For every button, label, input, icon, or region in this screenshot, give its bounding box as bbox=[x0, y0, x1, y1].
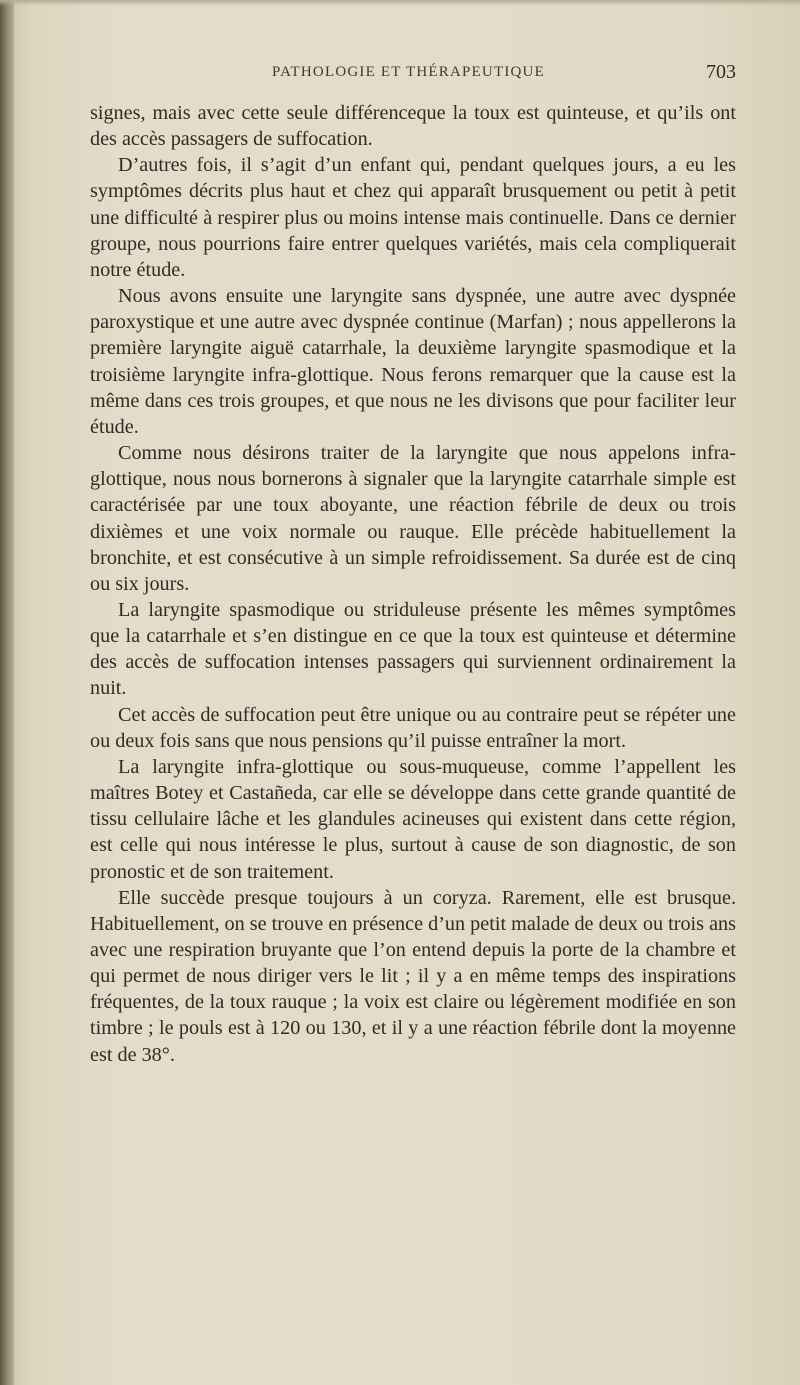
paragraph-5: La laryngite spasmodique ou striduleuse présente les mêmes symptômes que la catarrhale et s’en distingue en ce que la toux est quinteuse et détermine des accès de suffocation intenses passagers qui surviennent ordinairement la nuit. bbox=[90, 598, 736, 700]
running-title: PATHOLOGIE ET THÉRAPEUTIQUE bbox=[272, 64, 545, 80]
page-binding-edge bbox=[0, 0, 14, 1385]
paragraph-1: signes, mais avec cette seule différenceque la toux est quinteuse, et qu’ils ont des accès passagers de suffocation. bbox=[90, 102, 736, 151]
paragraph-7: La laryngite infra-glottique ou sous-muqueuse, comme l’appellent les maîtres Botey et Castañeda, car elle se développe dans cette grande quantité de tissu cellulaire lâche et les glandules acineuses qui existent dans cette région, est celle qui nous intéresse le plus, surtout à cause de son diagnostic, de son pronostic et de son traitement. bbox=[90, 755, 736, 883]
page-number: 703 bbox=[706, 61, 736, 83]
page-header bbox=[90, 62, 736, 88]
paragraph-8: Elle succède presque toujours à un coryza. Rarement, elle est brusque. Habituellement, on se trouve en présence d’un petit malade de deux ou trois ans avec une respiration bruyante que l’on entend depuis la porte de la chambre et qui permet de nous diriger vers le lit ; il y a en même temps des inspirations fréquentes, de la toux rauque ; la voix est claire ou légèrement modifiée en son timbre ; le pouls est à 120 ou 130, et il y a une réaction fébrile dont la moyenne est de 38°. bbox=[90, 886, 736, 1066]
body-text bbox=[90, 100, 736, 1068]
paragraph-3: Nous avons ensuite une laryngite sans dyspnée, une autre avec dyspnée paroxystique et une autre avec dyspnée continue (Marfan) ; nous appellerons la première laryngite aiguë catarrhale, la deuxième laryngite spasmodique et la troisième laryngite infra-glottique. Nous ferons remarquer que la cause est la même dans ces trois groupes, et que nous ne les divisons que pour faciliter leur étude. bbox=[90, 285, 736, 438]
paragraph-2: D’autres fois, il s’agit d’un enfant qui, pendant quelques jours, a eu les symptômes décrits plus haut et chez qui apparaît brusquement ou petit à petit une difficulté à respirer plus ou moins intense mais continuelle. Dans ce dernier groupe, nous pourrions faire entrer quelques variétés, mais cela compliquerait notre étude. bbox=[90, 154, 736, 281]
paragraph-6: Cet accès de suffocation peut être unique ou au contraire peut se répéter une ou deux fois sans que nous pensions qu’il puisse entraîner la mort. bbox=[90, 703, 736, 752]
paragraph-4: Comme nous désirons traiter de la laryngite que nous appelons infra-glottique, nous nous bornerons à signaler que la laryngite catarrhale simple est caractérisée par une toux aboyante, une réaction fébrile de deux ou trois dixièmes et une voix normale ou rauque. Elle précède habituellement la bronchite, et est consécutive à un simple refroidissement. Sa durée est de cinq ou six jours. bbox=[90, 442, 736, 595]
page-top-edge bbox=[0, 0, 800, 6]
